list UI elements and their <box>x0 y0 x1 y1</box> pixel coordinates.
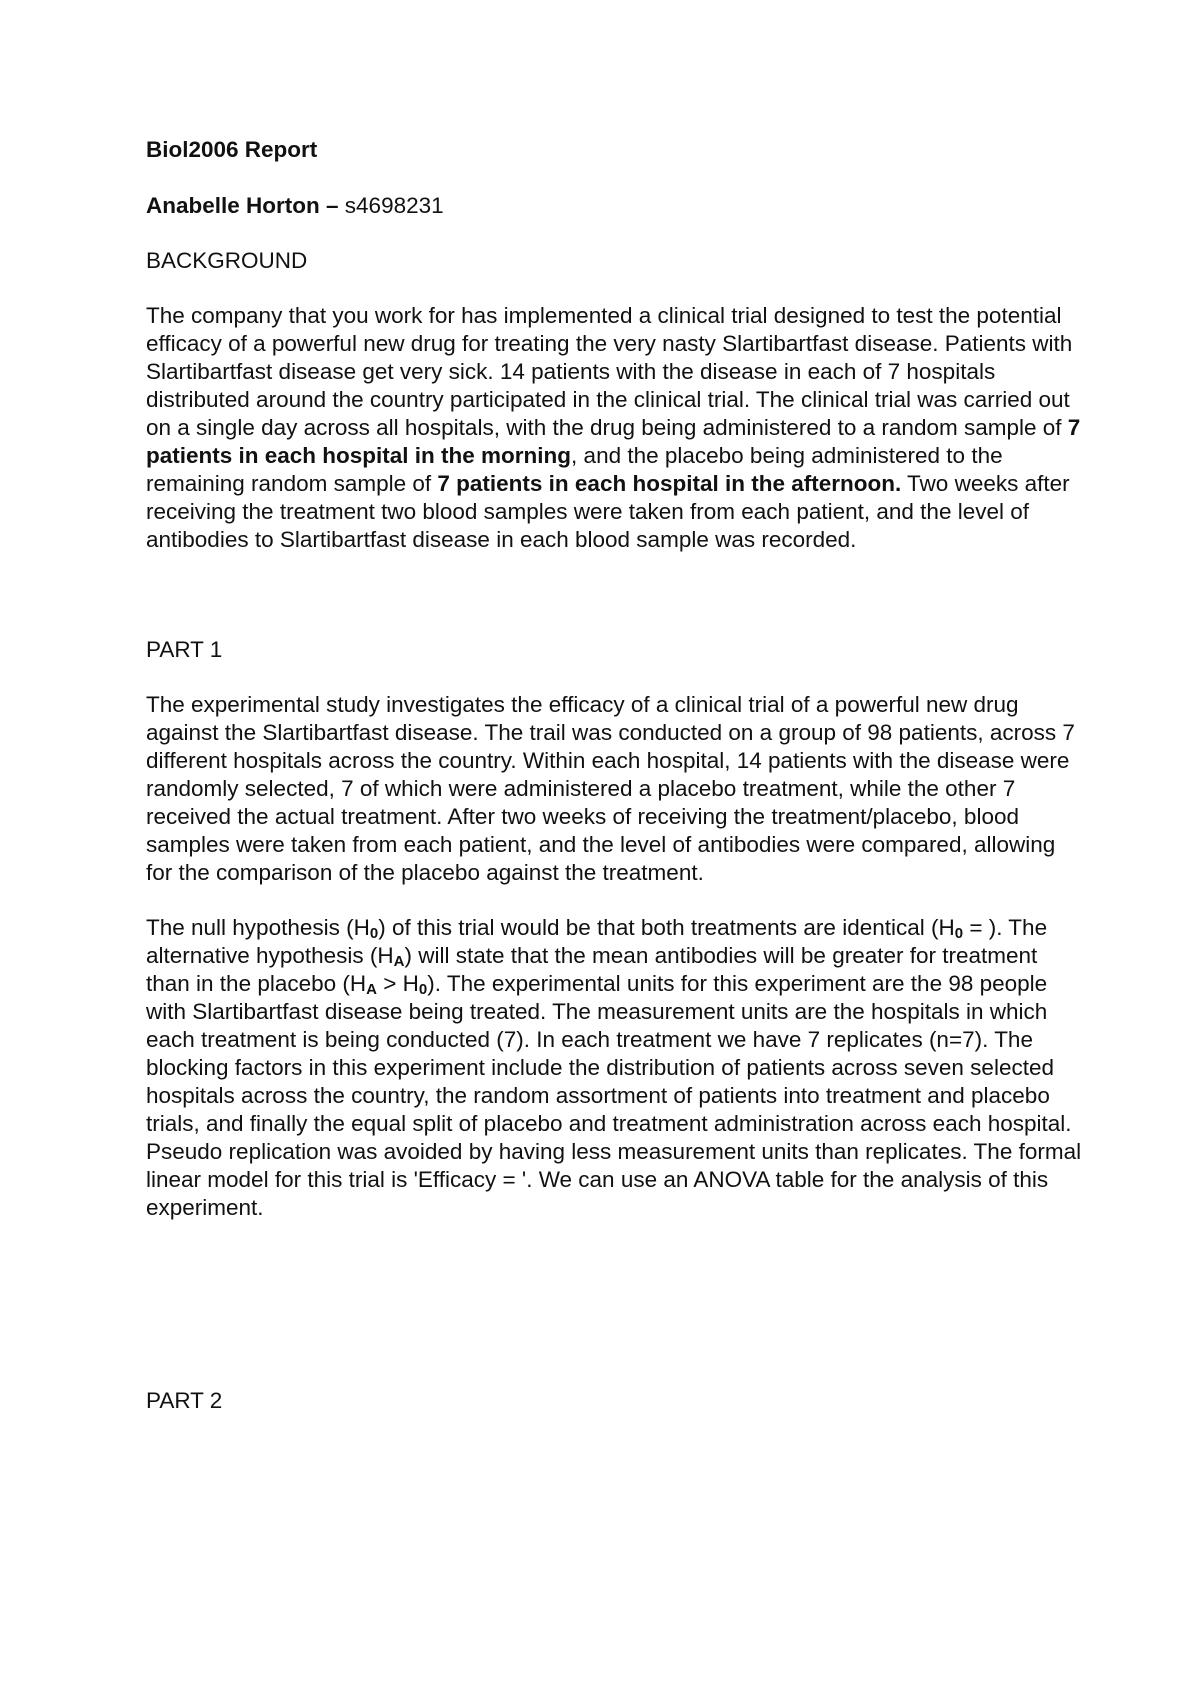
hypothesis-text-3: = ). The alternative hypothesis (H <box>146 915 1048 968</box>
subscript-0: 0 <box>418 981 428 998</box>
subscript-0: 0 <box>369 925 379 942</box>
background-bold-afternoon: 7 patients in each hospital in the afternoon. <box>437 471 902 496</box>
document-page <box>146 136 1086 1415</box>
background-heading: BACKGROUND <box>146 248 308 273</box>
subscript-a: A <box>393 953 405 970</box>
hypothesis-text-2: ) of this trial would be that both treatments are identical (H <box>378 915 955 940</box>
part2-heading: PART 2 <box>146 1388 223 1413</box>
subscript-0: 0 <box>954 925 964 942</box>
hypothesis-text-6: ). The experimental units for this experiment are the 98 people with Slartibartfast disease being treated. The measurement units are the hospitals in which each treatment is being conducted (7). In each treatment we have 7 replicates (n=7). The blocking factors in this experiment include the distribution of patients across seven selected hospitals across the country, the random assortment of patients into treatment and placebo trials, and finally the equal split of placebo and treatment administration across each hospital. Pseudo replication was avoided by having less measurement units than replicates. The formal linear model for this trial is 'Efficacy = '. We can use an ANOVA table for the analysis of this experiment. <box>146 971 1082 1220</box>
hypothesis-text-5: > H <box>377 971 419 996</box>
part1-paragraph-2 <box>146 914 1086 1222</box>
student-id: s4698231 <box>344 193 444 218</box>
hypothesis-text-1: The null hypothesis (H <box>146 915 370 940</box>
author-separator: – <box>319 193 345 218</box>
background-text-2: , and the placebo being administered to the remaining random sample of <box>146 443 1003 496</box>
part1-paragraph-1: The experimental study investigates the efficacy of a clinical trial of a powerful new drug against the Slartibartfast disease. The trail was conducted on a group of 98 patients, across 7 different hospitals across the country. Within each hospital, 14 patients with the disease were randomly selected, 7 of which were administered a placebo treatment, while the other 7 received the actual treatment. After two weeks of receiving the treatment/placebo, blood samples were taken from each patient, and the level of antibodies were compared, allowing for the comparison of the placebo against the treatment. <box>146 692 1075 885</box>
subscript-a: A <box>366 981 377 998</box>
author-line <box>146 192 1086 220</box>
background-bold-morning: 7 patients in each hospital in the morning <box>146 415 1081 468</box>
part1-heading: PART 1 <box>146 637 223 662</box>
background-text-1: The company that you work for has implemented a clinical trial designed to test the potential efficacy of a powerful new drug for treating the very nasty Slartibartfast disease. Patients with Slartibartfast disease get very sick. 14 patients with the disease in each of 7 hospitals distributed around the country participated in the clinical trial. The clinical trial was carried out on a single day across all hospitals, with the drug being administered to a random sample of <box>146 303 1073 440</box>
background-text-3: Two weeks after receiving the treatment two blood samples were taken from each patient, and the level of antibodies to Slartibartfast disease in each blood sample was recorded. <box>146 471 1070 552</box>
background-paragraph <box>146 302 1086 554</box>
report-title: Biol2006 Report <box>146 137 318 162</box>
author-name: Anabelle Horton <box>146 193 320 218</box>
hypothesis-text-4: ) will state that the mean antibodies will be greater for treatment than in the placebo (H <box>146 943 1038 996</box>
